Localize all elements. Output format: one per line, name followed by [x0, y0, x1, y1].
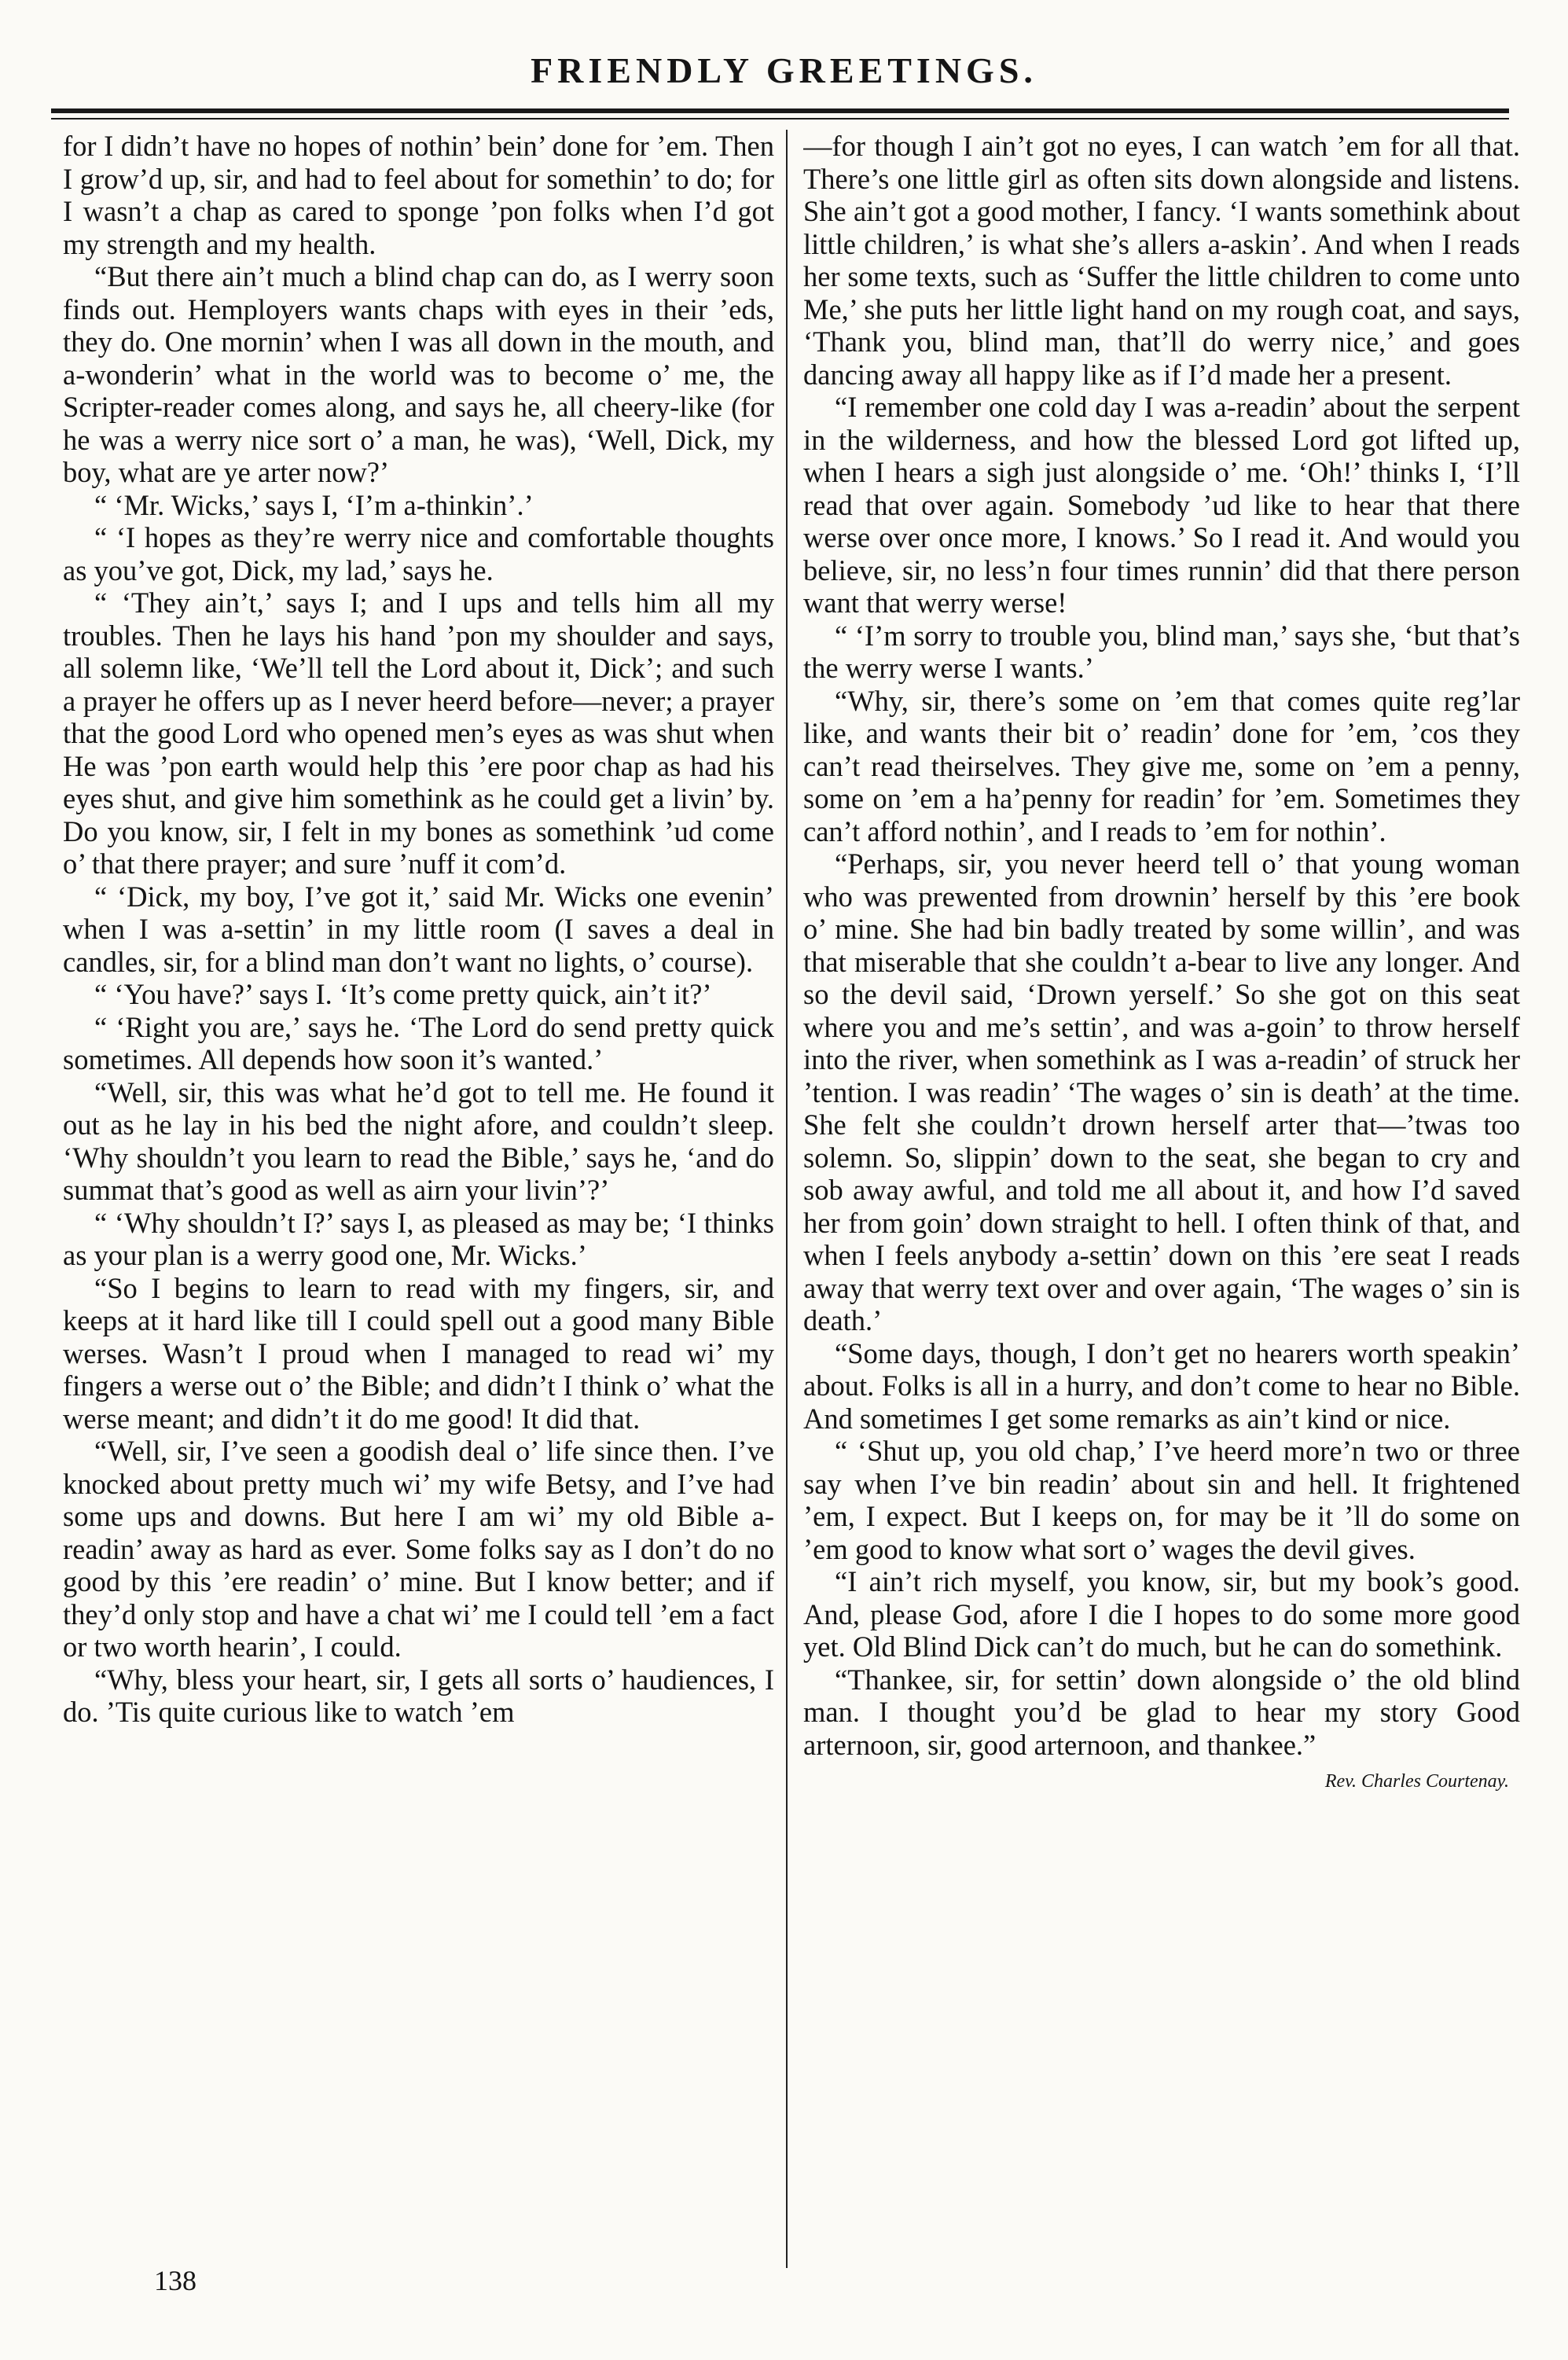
paragraph: “Why, sir, there’s some on ’em that comes quite reg’lar like, and wants their bit o’ readin’ done for ’em, ’cos they can’t read theirselves. They give me, some on ’em a penny, some on ’em a ha’penny for readin’ for ’em. Sometimes they can’t afford nothin’, and I reads to ’em for nothin’. — [803, 684, 1520, 847]
paragraph: “ ‘Why shouldn’t I?’ says I, as pleased as may be; ‘I thinks as your plan is a werry good one, Mr. Wicks.’ — [63, 1206, 774, 1271]
paragraph: “ ‘You have?’ says I. ‘It’s come pretty quick, ain’t it?’ — [94, 978, 712, 1010]
paragraph: “Well, sir, this was what he’d got to tell me. He found it out as he lay in his bed the night afore, and couldn’t sleep. ‘Why shouldn’t you learn to read the Bible,’ says he, ‘and do summat that’s good as well as airn your livin’?’ — [63, 1075, 774, 1206]
paragraph: —for though I ain’t got no eyes, I can watch ’em for all that. There’s one little girl as often sits down alongside and listens. She ain’t got a good mother, I fancy. ‘I wants somethink about little children,’ is what she’s allers a-askin’. And when I reads her some texts, such as ‘Suffer the little children to come unto Me,’ she puts her little light hand on my rough coat, and says, ‘Thank you, blind man, that’ll do werry nice,’ and goes dancing away all happy like as if I’d made her a present. — [803, 130, 1520, 391]
paragraph: “ ‘They ain’t,’ says I; and I ups and tells him all my troubles. Then he lays his hand ’pon my shoulder and says, all solemn like, ‘We’ll tell the Lord about it, Dick’; and such a prayer he offers up as I never heerd before—never; a prayer that the good Lord who opened men’s eyes as was shut when He was ’pon earth would help this ’ere poor chap as had his eyes shut, and give him somethink as he could get a livin’ by. Do you know, sir, I felt in my bones as somethink ’ud come o’ that there prayer; and sure ’nuff it com’d. — [63, 586, 774, 880]
paragraph: “But there ain’t much a blind chap can do, as I werry soon finds out. Hemployers wants chaps with eyes in their ’eds, they do. One mornin’ when I was all down in the mouth, and a-wonderin’ what in the world was to become o’ me, the Scripter-reader comes along, and says he, all cheery-like (for he was a werry nice sort o’ a man, he was), ‘Well, Dick, my boy, what are ye arter now?’ — [63, 260, 774, 488]
right-column — [803, 130, 1520, 2268]
paragraph: for I didn’t have no hopes of nothin’ bein’ done for ’em. Then I grow’d up, sir, and had to feel about for somethin’ to do; for I wasn’t a chap as cared to sponge ’pon folks when I’d got my strength and my health. — [63, 130, 774, 260]
paragraph: “ ‘I hopes as they’re werry nice and comfortable thoughts as you’ve got, Dick, my lad,’ says he. — [63, 521, 774, 586]
paragraph: “I remember one cold day I was a-readin’ about the serpent in the wilderness, and how the blessed Lord got lifted up, when I hears a sigh just alongside o’ me. ‘Oh!’ thinks I, ‘I’ll read that over again. Somebody ’ud like to hear that there werse over once more, I knows.’ So I read it. And would you believe, sir, no less’n four times runnin’ did that there person want that werry werse! — [803, 391, 1520, 619]
page-title: FRIENDLY GREETINGS. — [531, 50, 1037, 90]
paragraph: “Thankee, sir, for settin’ down alongside o’ the old blind man. I thought you’d be glad to hear my story Good arternoon, sir, good arternoon, and thankee.” — [803, 1663, 1520, 1761]
left-column — [63, 130, 774, 2268]
paragraph: “ ‘Mr. Wicks,’ says I, ‘I’m a-thinkin’.’ — [94, 488, 534, 521]
paragraph: “ ‘Dick, my boy, I’ve got it,’ said Mr. Wicks one evenin’ when I was a-settin’ in my little room (I saves a deal in candles, sir, for a blind man don’t want no lights, o’ course). — [63, 880, 774, 978]
page-header — [47, 39, 1521, 102]
column-divider — [786, 130, 788, 2268]
paragraph: “Perhaps, sir, you never heerd tell o’ that young woman who was prewented from drownin’ herself by this ’ere book o’ mine. She had bin badly treated by some willin’, and was that miserable that she couldn’t a-bear to live any longer. And so the devil said, ‘Drown yerself.’ So she got on this seat where you and me’s settin’, and was a-goin’ to throw herself into the river, when somethink as I was a-readin’ of struck her ’tention. I was readin’ ‘The wages o’ sin is death’ at the time. She felt she couldn’t drown herself arter that—’twas too solemn. So, slippin’ down to the seat, she began to cry and sob away awful, and told me all about it, and how I’d saved her from goin’ down straight to hell. I often think of that, and when I feels anybody a-settin’ down on this ’ere seat I reads away that werry text over and over again, ‘The wages o’ sin is death.’ — [803, 847, 1520, 1336]
paragraph: “Why, bless your heart, sir, I gets all sorts o’ haudiences, I do. ’Tis quite curious like to watch ’em — [63, 1663, 774, 1728]
author-signature: Rev. Charles Courtenay. — [1324, 1771, 1509, 1792]
paragraph: “Some days, though, I don’t get no hearers worth speakin’ about. Folks is all in a hurry, and don’t come to hear no Bible. And sometimes I get some remarks as ain’t kind or nice. — [803, 1336, 1520, 1435]
paragraph: “ ‘I’m sorry to trouble you, blind man,’ says she, ‘but that’s the werry werse I wants.’ — [803, 619, 1520, 684]
header-rule-thin — [51, 118, 1509, 119]
paragraph: “I ain’t rich myself, you know, sir, but my book’s good. And, please God, afore I die I hopes to do some more good yet. Old Blind Dick can’t do much, but he can do somethink. — [803, 1565, 1520, 1663]
paragraph: “Well, sir, I’ve seen a goodish deal o’ life since then. I’ve knocked about pretty much wi’ my wife Betsy, and I’ve had some ups and downs. But here I am wi’ my old Bible a-readin’ away as hard as ever. Some folks say as I don’t do no good by this ’ere readin’ o’ mine. But I know better; and if they’d only stop and have a chat wi’ me I could tell ’em a fact or two worth hearin’, I could. — [63, 1435, 774, 1663]
paragraph: “ ‘Shut up, you old chap,’ I’ve heerd more’n two or three say when I’ve bin readin’ about sin and hell. It frightened ’em, I expect. But I keeps on, for may be it ’ll do some on ’em good to know what sort o’ wages the devil gives. — [803, 1435, 1520, 1565]
paragraph: “ ‘Right you are,’ says he. ‘The Lord do send pretty quick sometimes. All depends how soon it’s wanted.’ — [63, 1010, 774, 1075]
header-rule-thick — [51, 108, 1509, 113]
page-number: 138 — [154, 2265, 196, 2296]
paragraph: “So I begins to learn to read with my fingers, sir, and keeps at it hard like till I could spell out a good many Bible werses. Wasn’t I proud when I managed to read wi’ my fingers a werse out o’ the Bible; and didn’t I think o’ what the werse meant; and didn’t it do me good! It did that. — [63, 1271, 774, 1435]
